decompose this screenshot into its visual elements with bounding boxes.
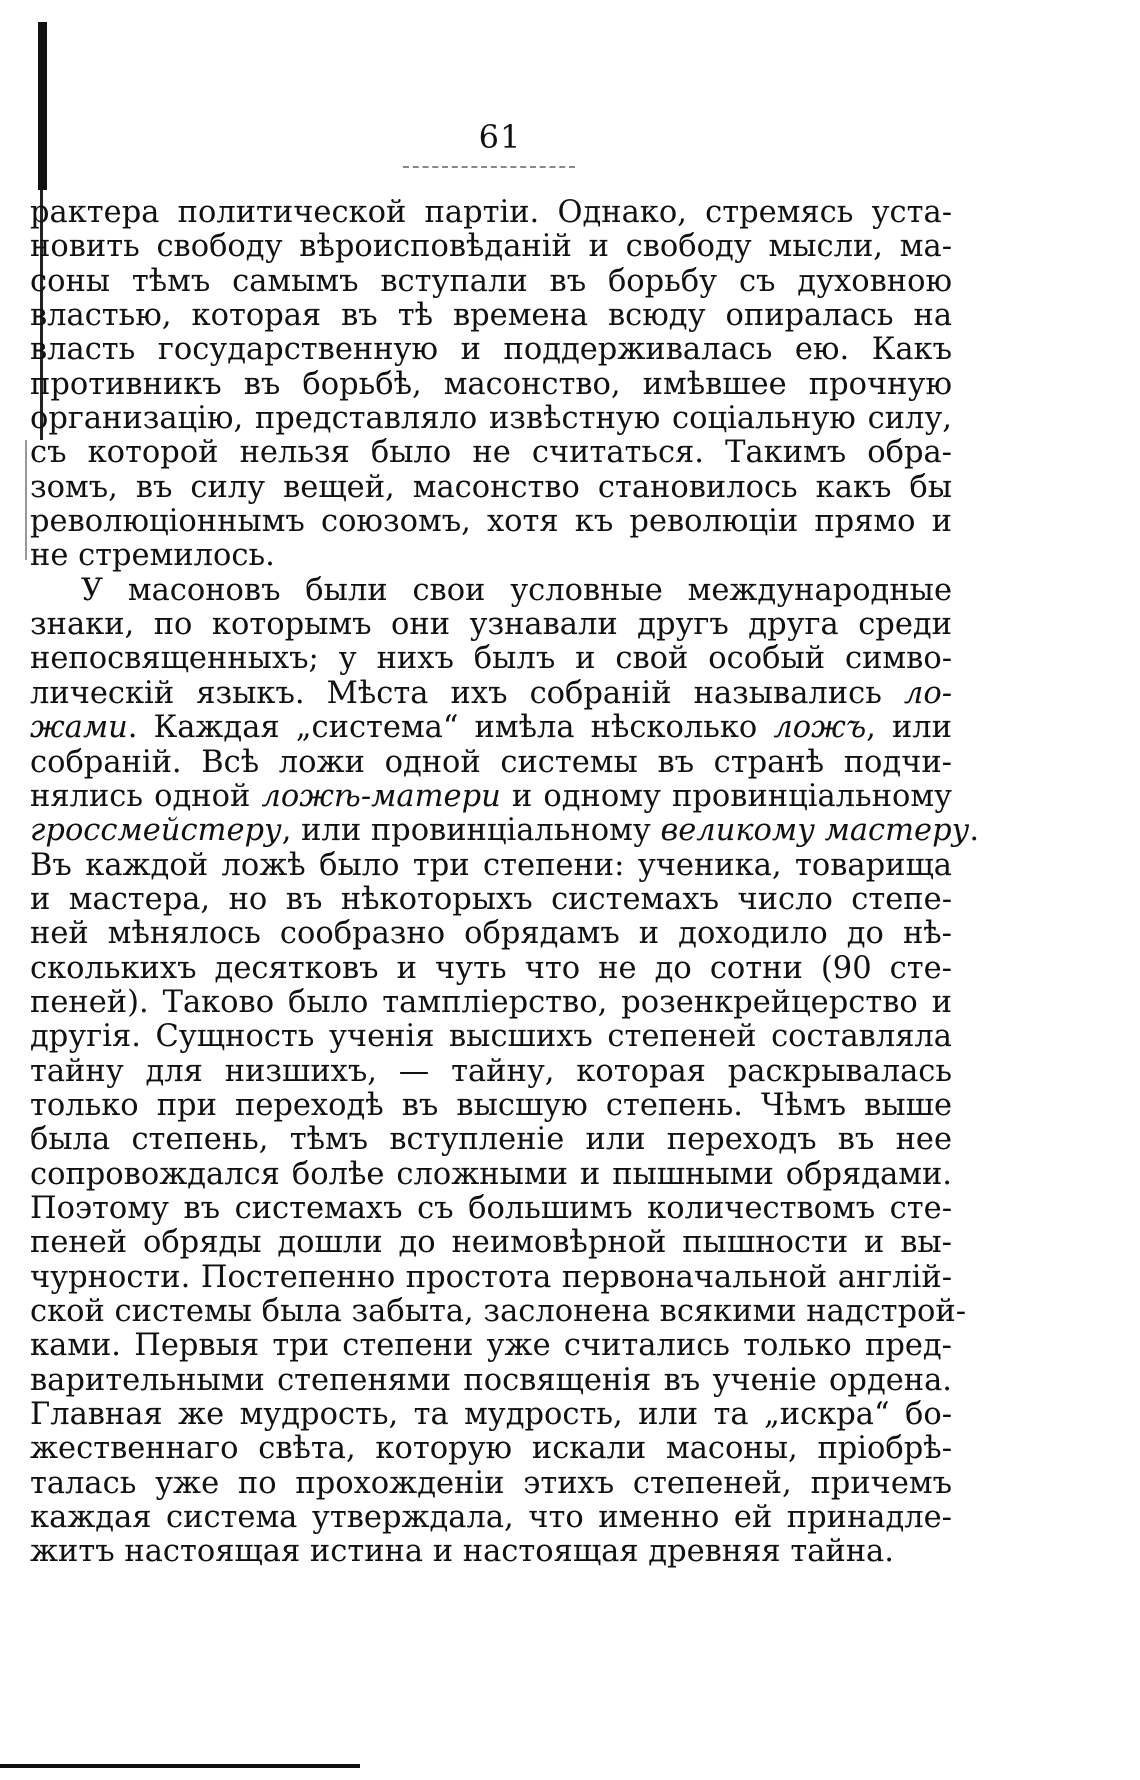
text-run: другія. Сущность ученія высшихъ степеней составляла: [30, 1019, 952, 1055]
italic-term: жами: [30, 710, 128, 746]
text-run: тайну для низшихъ, — тайну, которая раскрывалась: [30, 1053, 952, 1089]
text-run: пеней обряды дошли до неимовѣрной пышности и вы-: [30, 1225, 952, 1261]
text-run: , или провинціальному: [281, 813, 661, 849]
text-run: знаки, по которымъ они узнавали другъ друга среди: [30, 607, 952, 643]
italic-term: ложъ: [773, 710, 867, 746]
text-line: [30, 1467, 952, 1501]
text-line: [30, 1501, 952, 1535]
binding-edge-mark: [38, 22, 47, 190]
text-run: съ которой нельзя было не считаться. Такимъ обра-: [30, 435, 952, 471]
text-line: [30, 711, 952, 745]
text-line: [30, 917, 952, 951]
text-line: [30, 813, 980, 849]
text-line: [30, 608, 952, 642]
text-line: [30, 1294, 967, 1329]
text-run: талась уже по прохожденіи этихъ степеней, причемъ: [30, 1465, 952, 1501]
text-line: [30, 849, 952, 883]
text-line: [30, 196, 952, 230]
text-run: ской системы была забыта, заслонена всякими надстрой-: [30, 1294, 967, 1329]
text-line: [30, 1261, 952, 1295]
text-line: [30, 677, 952, 711]
text-run: и мастера, но въ нѣкоторыхъ системахъ число степе-: [30, 881, 952, 917]
text-line: [30, 1432, 952, 1466]
text-run: противникъ въ борьбѣ, масонство, имѣвшее прочную: [30, 366, 952, 402]
text-line: [30, 1226, 952, 1260]
text-run: Главная же мудрость, та мудрость, или та „искра“ бо-: [30, 1397, 952, 1433]
text-run: и одному провинціальному: [500, 778, 952, 814]
italic-term: гроссмейстеру: [30, 813, 282, 849]
text-line: [30, 1020, 952, 1054]
text-line: [30, 1329, 952, 1363]
text-run: новить свободу вѣроисповѣданій и свободу мысли, ма-: [30, 229, 952, 265]
text-run: соны тѣмъ самымъ вступали въ борьбу съ духовною: [30, 263, 952, 299]
text-run: жественнаго свѣта, которую искали масоны, пріобрѣ-: [30, 1431, 952, 1467]
text-line: [30, 1089, 952, 1123]
text-run: , или: [866, 710, 952, 746]
text-run: Въ каждой ложѣ было три степени: ученика, товарища: [30, 847, 952, 883]
text-run: житъ настоящая истина и настоящая древняя тайна.: [30, 1534, 894, 1570]
text-line: [30, 436, 952, 470]
text-line: [30, 1158, 952, 1192]
text-line: [30, 642, 952, 676]
text-run: власть государственную и поддерживалась ею. Какъ: [30, 332, 952, 368]
text-run: только при переходѣ въ высшую степень. Чѣмъ выше: [30, 1087, 952, 1123]
text-line: [30, 1398, 952, 1432]
header-rule: [403, 166, 575, 168]
text-line: [30, 1123, 952, 1157]
page-number: 61: [478, 118, 522, 156]
text-run: . Каждая „система“ имѣла нѣсколько: [127, 710, 774, 746]
text-line: [30, 986, 952, 1020]
text-line: [30, 539, 952, 573]
text-run: пеней). Таково было тампліерство, розенкрейцерство и: [30, 984, 952, 1020]
text-line: [30, 368, 952, 402]
text-line: [30, 1364, 952, 1398]
italic-term: ло-: [903, 675, 952, 711]
body-text: [30, 195, 980, 1570]
text-line: [30, 1055, 952, 1089]
footer-rule: [0, 1764, 360, 1768]
italic-term: великому мастеру: [660, 813, 970, 849]
text-run: каждая система утверждала, что именно ей принадле-: [30, 1500, 952, 1536]
text-run: непосвященныхъ; у нихъ былъ и свой особый симво-: [30, 641, 952, 677]
text-run: чурности. Постепенно простота первоначальной англій-: [30, 1259, 952, 1295]
text-line: [30, 883, 952, 917]
text-run: лическій языкъ. Мѣста ихъ собраній назывались: [30, 675, 904, 711]
italic-term: ложѣ-матери: [261, 778, 501, 814]
text-run: сопровождался болѣе сложными и пышными обрядами.: [30, 1156, 952, 1192]
text-run: У масоновъ были свои условные международные: [81, 572, 952, 608]
text-run: зомъ, въ силу вещей, масонство становилось какъ бы: [30, 469, 952, 505]
text-line: [30, 299, 952, 333]
text-run: Поэтому въ системахъ съ большимъ количествомъ сте-: [30, 1190, 952, 1226]
text-run: сколькихъ десятковъ и чуть что не до сотни (90 сте-: [30, 950, 952, 986]
text-line: [30, 574, 952, 608]
text-run: рактера политической партіи. Однако, стремясь уста-: [30, 195, 952, 230]
text-run: была степень, тѣмъ вступленіе или переходъ въ нее: [30, 1122, 952, 1158]
text-run: организацію, представляло извѣстную соціальную силу,: [30, 401, 952, 437]
text-line: [30, 746, 952, 780]
text-line: [30, 1192, 952, 1226]
text-line: [30, 505, 952, 539]
text-run: ками. Первыя три степени уже считались только пред-: [30, 1328, 952, 1364]
text-line: [30, 780, 952, 814]
text-run: революціоннымъ союзомъ, хотя къ революціи прямо и: [30, 504, 952, 540]
text-run: ней мѣнялось сообразно обрядамъ и доходило до нѣ-: [30, 916, 952, 952]
binding-edge-shadow: [25, 440, 27, 560]
text-run: нялись одной: [30, 778, 262, 814]
text-line: [30, 402, 952, 436]
text-line: [30, 230, 952, 264]
text-run: .: [969, 813, 980, 849]
text-line: [30, 952, 952, 986]
text-run: не стремилось.: [30, 538, 275, 574]
text-line: [30, 1535, 952, 1569]
text-run: варительными степенями посвященія въ ученіе ордена.: [30, 1362, 952, 1398]
text-line: [30, 471, 952, 505]
text-run: собраній. Всѣ ложи одной системы въ странѣ подчи-: [30, 744, 952, 780]
text-line: [30, 333, 952, 367]
text-run: властью, которая въ тѣ времена всюду опиралась на: [30, 298, 952, 334]
text-line: [30, 265, 952, 299]
